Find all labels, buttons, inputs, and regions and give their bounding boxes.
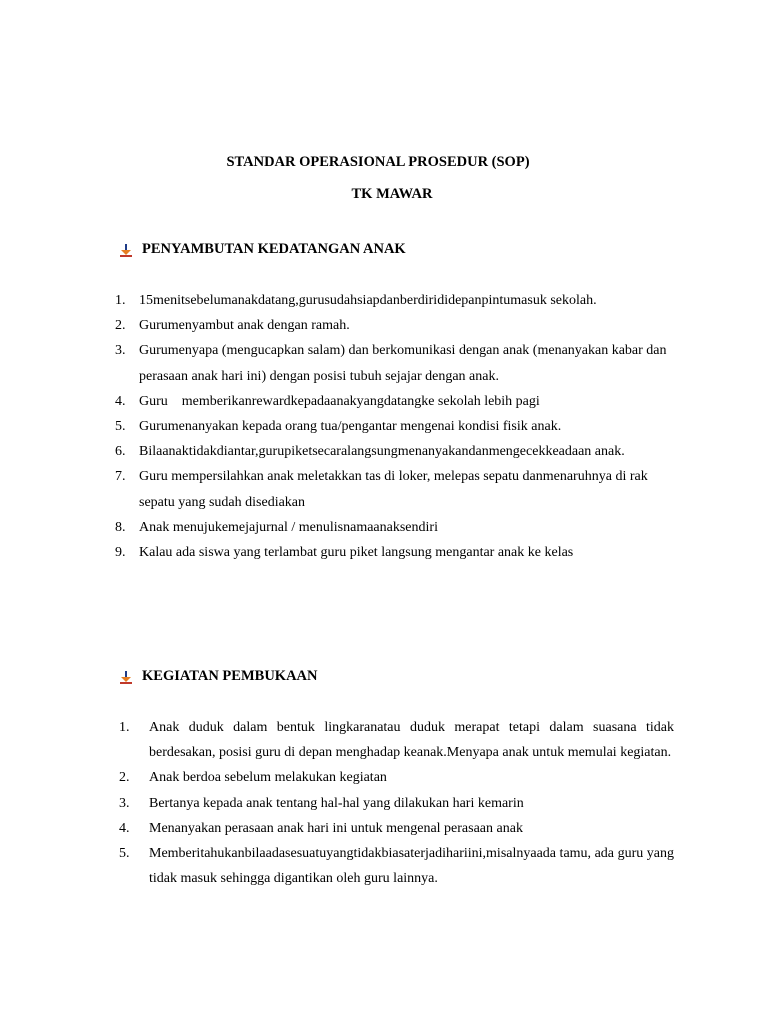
list-item-number: 5.: [119, 846, 130, 862]
list-item-text: Gurumenyambut anak dengan ramah.: [139, 318, 350, 334]
list-item-text: Memberitahukanbilaadasesuatuyangtidakbiasaterjadihariini,misalnyaada tamu, ada guru yang tidak masuk sehingga digantikan oleh guru lainnya.: [149, 846, 674, 887]
section-heading-label: KEGIATAN PEMBUKAAN: [142, 668, 318, 684]
list-item: [115, 439, 675, 464]
list-item: [115, 515, 675, 540]
list-item-number: 5.: [115, 419, 126, 435]
list-item-text: Anak duduk dalam bentuk lingkaranatau duduk merapat tetapi dalam suasana tidak berdesakan, posisi guru di depan menghadap keanak.Menyapa anak untuk memulai kegiatan.: [149, 720, 674, 761]
section-heading-label: PENYAMBUTAN KEDATANGAN ANAK: [142, 241, 406, 257]
list-item: [115, 540, 675, 565]
arrow-down-bullet-icon: [118, 670, 134, 684]
list-item-text: Menanyakan perasaan anak hari ini untuk mengenal perasaan anak: [149, 820, 523, 836]
section-heading-penyambutan: [118, 241, 406, 258]
list-item-number: 6.: [115, 444, 126, 460]
list-item: [119, 791, 674, 816]
list-item-number: 1.: [115, 293, 126, 308]
list-item-text: Bertanya kepada anak tentang hal-hal yang dilakukan hari kemarin: [149, 795, 524, 811]
list-item-number: 7.: [115, 469, 126, 485]
list-item-number: 3.: [119, 795, 130, 811]
list-item-number: 1.: [119, 720, 130, 735]
list-item-text: Kalau ada siswa yang terlambat guru piket langsung mengantar anak ke kelas: [139, 545, 574, 561]
list-item: [115, 288, 675, 313]
section-heading-pembukaan: [118, 668, 317, 685]
list-item-number: 2.: [119, 770, 130, 786]
list-item: [115, 389, 675, 414]
list-item-text: Guru mempersilahkan anak meletakkan tas di loker, melepas sepatu danmenaruhnya di rak sepatu yang sudah disediakan: [139, 469, 648, 510]
list-item: [119, 816, 674, 841]
list-item-text: Bilaanaktidakdiantar,gurupiketsecaralangsungmenanyakandanmengecekkeadaan anak.: [139, 444, 625, 460]
list-item-text: Gurumenanyakan kepada orang tua/pengantar mengenai kondisi fisik anak.: [139, 419, 562, 435]
list-item: [115, 414, 675, 439]
document-subtitle: TK MAWAR: [351, 186, 433, 202]
list-item-text: Anak berdoa sebelum melakukan kegiatan: [149, 770, 387, 786]
list-item: [119, 765, 674, 790]
list-item: [119, 715, 674, 765]
list-item-number: 4.: [115, 393, 126, 409]
procedure-list-pembukaan: [119, 715, 674, 891]
list-item: [119, 841, 674, 891]
list-item-number: 8.: [115, 519, 126, 535]
procedure-list-penyambutan: [115, 288, 675, 565]
list-item-number: 3.: [115, 343, 126, 359]
list-item-number: 2.: [115, 318, 126, 334]
arrow-down-bullet-icon: [118, 243, 134, 257]
list-item: [115, 464, 675, 514]
document-title: STANDAR OPERASIONAL PROSEDUR (SOP): [226, 154, 530, 170]
list-item-number: 9.: [115, 545, 126, 561]
list-item-text: Anak menujukemejajurnal / menulisnamaanaksendiri: [139, 519, 438, 535]
list-item-text: 15menitsebelumanakdatang,gurusudahsiapdanberdirididepanpintumasuk sekolah.: [139, 293, 597, 308]
list-item-number: 4.: [119, 820, 130, 836]
list-item: [115, 338, 675, 388]
list-item: [115, 313, 675, 338]
list-item-text: Guru memberikanrewardkepadaanakyangdatangke sekolah lebih pagi: [139, 393, 540, 409]
list-item-text: Gurumenyapa (mengucapkan salam) dan berkomunikasi dengan anak (menanyakan kabar dan perasaan anak hari ini) dengan posisi tubuh sejajar dengan anak.: [139, 343, 667, 384]
